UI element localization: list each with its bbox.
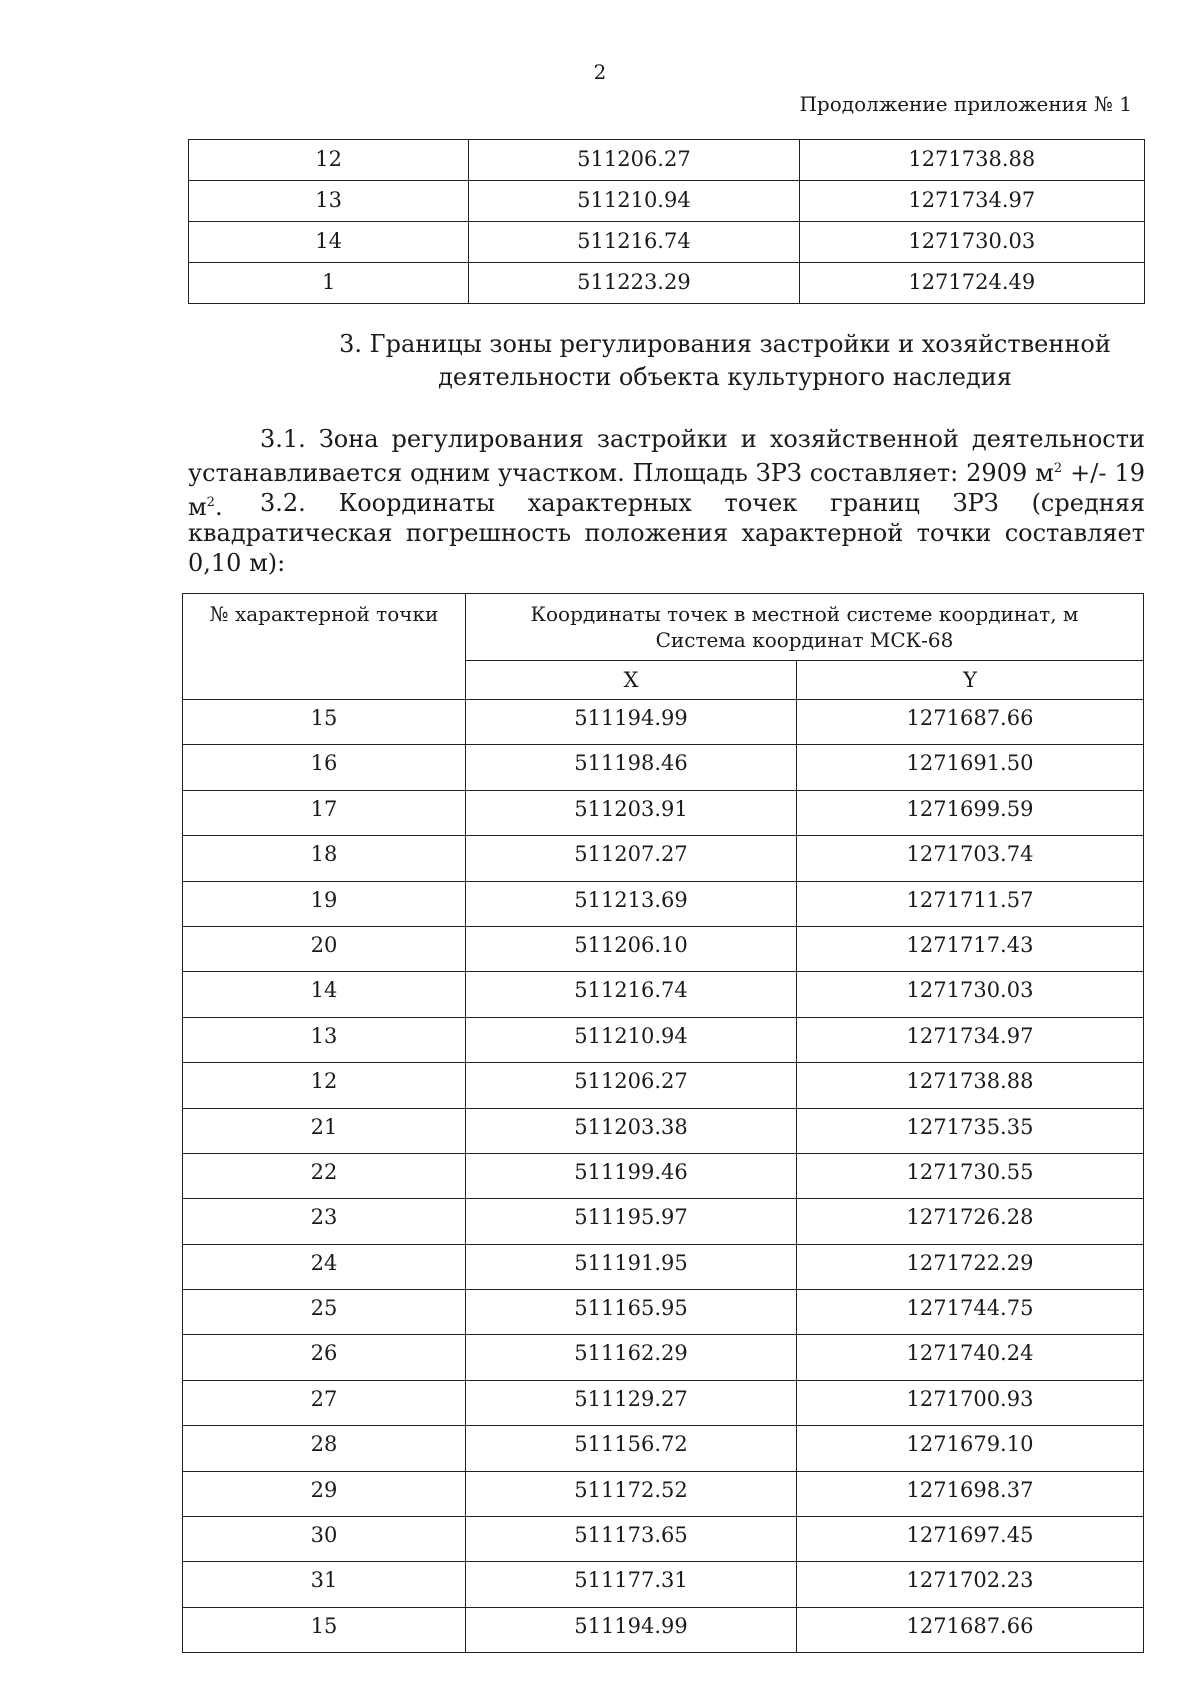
section-heading-line2: деятельности объекта культурного наследия xyxy=(438,363,1012,391)
point-number-cell: 24 xyxy=(183,1244,466,1289)
point-number-cell: 22 xyxy=(183,1153,466,1198)
table-row xyxy=(183,1426,1144,1471)
x-coordinate-cell: 511216.74 xyxy=(466,972,797,1017)
paragraph-3-1-text: 3.1. Зона регулирования застройки и хозяйственной деятельности устанавливается одним участком. Площадь ЗРЗ составляет: 2909 м xyxy=(188,425,1145,487)
area-superscript: 2 xyxy=(1053,461,1063,476)
table-row xyxy=(189,222,1145,263)
header-point-number: № характерной точки xyxy=(183,594,466,700)
table-row xyxy=(183,1471,1144,1516)
x-coordinate-cell: 511195.97 xyxy=(466,1199,797,1244)
header-coordinates-line2: Система координат МСК-68 xyxy=(655,628,954,652)
y-coordinate-cell: 1271726.28 xyxy=(797,1199,1144,1244)
table-row xyxy=(183,1562,1144,1607)
x-coordinate-cell: 511207.27 xyxy=(466,836,797,881)
table-row xyxy=(183,836,1144,881)
header-x: X xyxy=(466,661,797,700)
x-coordinate-cell: 511206.27 xyxy=(469,140,799,181)
point-number-cell: 25 xyxy=(183,1290,466,1335)
table-row xyxy=(183,1380,1144,1425)
table-row xyxy=(183,1199,1144,1244)
table-row xyxy=(183,881,1144,926)
y-coordinate-cell: 1271702.23 xyxy=(797,1562,1144,1607)
point-number-cell: 13 xyxy=(183,1017,466,1062)
y-coordinate-cell: 1271734.97 xyxy=(797,1017,1144,1062)
y-coordinate-cell: 1271691.50 xyxy=(797,745,1144,790)
table-row xyxy=(183,700,1144,745)
point-number-cell: 12 xyxy=(183,1063,466,1108)
y-coordinate-cell: 1271700.93 xyxy=(797,1380,1144,1425)
point-number-cell: 28 xyxy=(183,1426,466,1471)
paragraph-3-2: 3.2. Координаты характерных точек границ ЗРЗ (средняя квадратическая погрешность положения характерной точки составляет 0,10 м): xyxy=(188,489,1145,577)
table-row xyxy=(189,263,1145,304)
y-coordinate-cell: 1271730.03 xyxy=(799,222,1144,263)
point-number-cell: 18 xyxy=(183,836,466,881)
point-number-cell: 23 xyxy=(183,1199,466,1244)
y-coordinate-cell: 1271711.57 xyxy=(797,881,1144,926)
table-row xyxy=(183,1517,1144,1562)
x-coordinate-cell: 511177.31 xyxy=(466,1562,797,1607)
page-number: 2 xyxy=(593,60,607,84)
x-coordinate-cell: 511162.29 xyxy=(466,1335,797,1380)
y-coordinate-cell: 1271717.43 xyxy=(797,926,1144,971)
table-row xyxy=(183,1108,1144,1153)
x-coordinate-cell: 511172.52 xyxy=(466,1471,797,1516)
y-coordinate-cell: 1271734.97 xyxy=(799,181,1144,222)
y-coordinate-cell: 1271738.88 xyxy=(797,1063,1144,1108)
x-coordinate-cell: 511165.95 xyxy=(466,1290,797,1335)
point-number-cell: 26 xyxy=(183,1335,466,1380)
table-row xyxy=(183,1017,1144,1062)
point-number-cell: 14 xyxy=(189,222,469,263)
area-tolerance: +/- 19 м xyxy=(188,459,1145,521)
table-row xyxy=(189,140,1145,181)
x-coordinate-cell: 511216.74 xyxy=(469,222,799,263)
table-row xyxy=(183,972,1144,1017)
y-coordinate-cell: 1271735.35 xyxy=(797,1108,1144,1153)
x-coordinate-cell: 511213.69 xyxy=(466,881,797,926)
point-number-cell: 17 xyxy=(183,790,466,835)
y-coordinate-cell: 1271722.29 xyxy=(797,1244,1144,1289)
table-row xyxy=(183,1290,1144,1335)
point-number-cell: 27 xyxy=(183,1380,466,1425)
appendix-continuation: Продолжение приложения № 1 xyxy=(799,92,1132,116)
x-coordinate-cell: 511203.91 xyxy=(466,790,797,835)
section-heading xyxy=(180,328,1200,394)
x-coordinate-cell: 511173.65 xyxy=(466,1517,797,1562)
table-row xyxy=(183,745,1144,790)
point-number-cell: 13 xyxy=(189,181,469,222)
x-coordinate-cell: 511199.46 xyxy=(466,1153,797,1198)
y-coordinate-cell: 1271724.49 xyxy=(799,263,1144,304)
x-coordinate-cell: 511194.99 xyxy=(466,700,797,745)
table-row xyxy=(183,1063,1144,1108)
table-row xyxy=(189,181,1145,222)
y-coordinate-cell: 1271738.88 xyxy=(799,140,1144,181)
y-coordinate-cell: 1271687.66 xyxy=(797,700,1144,745)
point-number-cell: 30 xyxy=(183,1517,466,1562)
point-number-cell: 19 xyxy=(183,881,466,926)
y-coordinate-cell: 1271730.55 xyxy=(797,1153,1144,1198)
y-coordinate-cell: 1271744.75 xyxy=(797,1290,1144,1335)
header-coordinates-line1: Координаты точек в местной системе координат, м xyxy=(530,602,1079,626)
x-coordinate-cell: 511156.72 xyxy=(466,1426,797,1471)
y-coordinate-cell: 1271698.37 xyxy=(797,1471,1144,1516)
paragraph-3-1-end: . xyxy=(214,493,223,521)
x-coordinate-cell: 511203.38 xyxy=(466,1108,797,1153)
x-coordinate-cell: 511210.94 xyxy=(466,1017,797,1062)
y-coordinate-cell: 1271703.74 xyxy=(797,836,1144,881)
table-row xyxy=(183,790,1144,835)
top-coordinates-table xyxy=(188,139,1145,304)
y-coordinate-cell: 1271679.10 xyxy=(797,1426,1144,1471)
x-coordinate-cell: 511129.27 xyxy=(466,1380,797,1425)
y-coordinate-cell: 1271699.59 xyxy=(797,790,1144,835)
section-heading-line1: 3. Границы зоны регулирования застройки и хозяйственной xyxy=(339,330,1111,358)
header-y: Y xyxy=(797,661,1144,700)
x-coordinate-cell: 511198.46 xyxy=(466,745,797,790)
point-number-cell: 15 xyxy=(183,1607,466,1652)
point-number-cell: 1 xyxy=(189,263,469,304)
y-coordinate-cell: 1271730.03 xyxy=(797,972,1144,1017)
x-coordinate-cell: 511194.99 xyxy=(466,1607,797,1652)
point-number-cell: 21 xyxy=(183,1108,466,1153)
point-number-cell: 31 xyxy=(183,1562,466,1607)
point-number-cell: 14 xyxy=(183,972,466,1017)
point-number-cell: 16 xyxy=(183,745,466,790)
y-coordinate-cell: 1271687.66 xyxy=(797,1607,1144,1652)
x-coordinate-cell: 511223.29 xyxy=(469,263,799,304)
y-coordinate-cell: 1271740.24 xyxy=(797,1335,1144,1380)
x-coordinate-cell: 511206.27 xyxy=(466,1063,797,1108)
table-row xyxy=(183,1335,1144,1380)
x-coordinate-cell: 511206.10 xyxy=(466,926,797,971)
point-number-cell: 29 xyxy=(183,1471,466,1516)
x-coordinate-cell: 511191.95 xyxy=(466,1244,797,1289)
table-row xyxy=(183,1244,1144,1289)
tolerance-superscript: 2 xyxy=(206,495,215,510)
header-coordinates xyxy=(466,594,1144,661)
point-number-cell: 15 xyxy=(183,700,466,745)
zrz-coordinates-table xyxy=(182,593,1144,1653)
table-row xyxy=(183,1153,1144,1198)
y-coordinate-cell: 1271697.45 xyxy=(797,1517,1144,1562)
point-number-cell: 12 xyxy=(189,140,469,181)
x-coordinate-cell: 511210.94 xyxy=(469,181,799,222)
table-row xyxy=(183,1607,1144,1652)
table-row xyxy=(183,926,1144,971)
point-number-cell: 20 xyxy=(183,926,466,971)
